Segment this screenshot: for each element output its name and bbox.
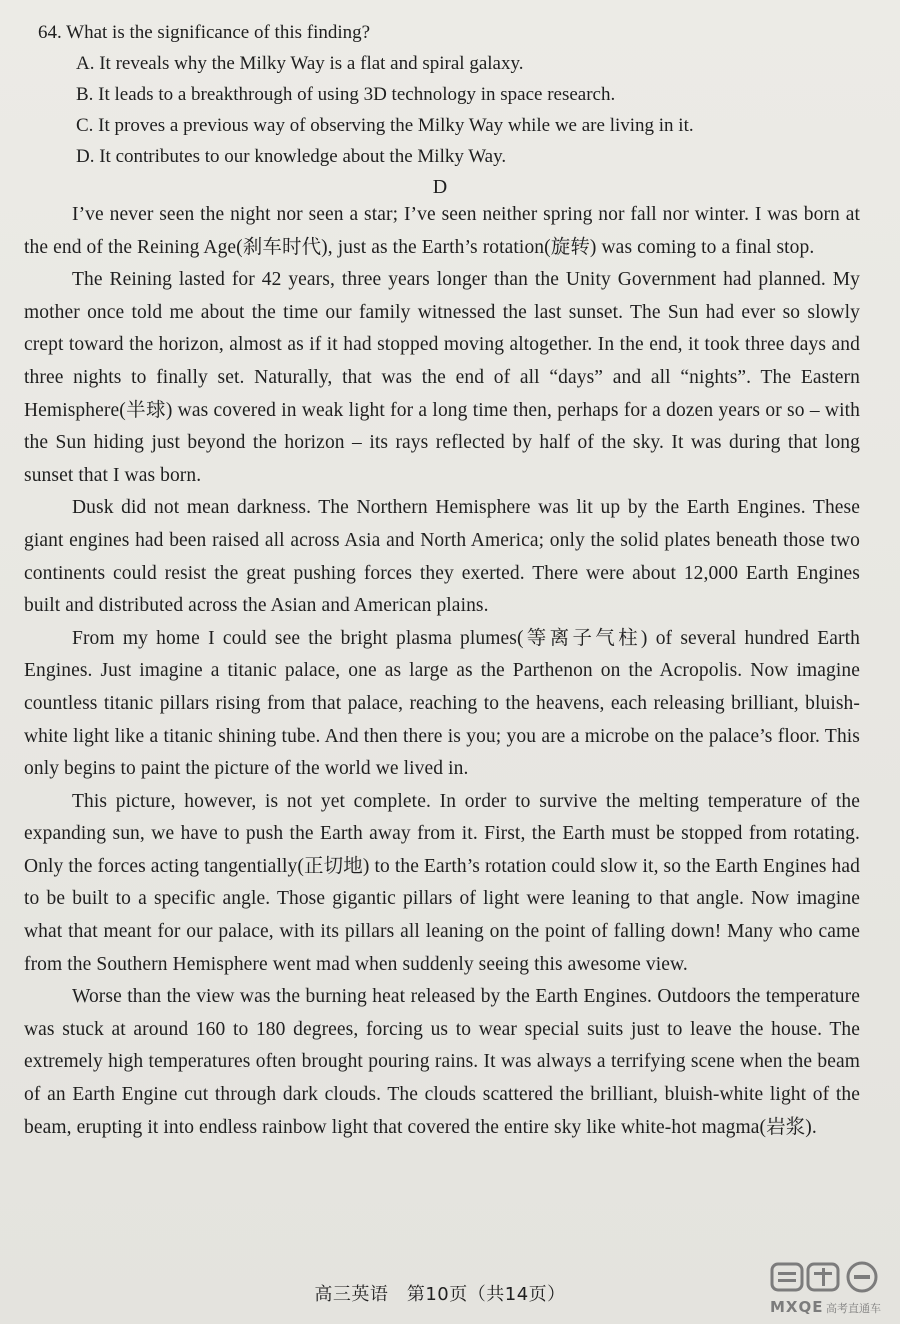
paragraph: The Reining lasted for 42 years, three years longer than the Unity Government had planned. My mother once told me about the time our family witnessed the last sunset. The Sun had ever so slowly crept toward the horizon, almost as if it had stopped moving altogether. In the end, it took three days and three nights to finally set. Naturally, that was the end of all “days” and all “nights”. The Eastern Hemisphere(半球) was covered in weak light for a long time then, perhaps for a dozen years or so – with the Sun hiding just beyond the horizon – its rays reflected by half of the sky. It was during that long sunset that I was born. <box>24 269 860 486</box>
mxqe-logo-icon <box>766 1260 892 1318</box>
option-b: B. It leads to a breakthrough of using 3D technology in space research. <box>76 84 616 105</box>
question-stem: 64. What is the significance of this finding? <box>38 22 371 43</box>
paragraph: Dusk did not mean darkness. The Northern Hemisphere was lit up by the Earth Engines. These giant engines had been raised all across Asia and North America; only the solid plates beneath those two continents could resist the great pushing forces they exerted. There were about 12,000 Earth Engines built and distributed across the Asian and American plains. <box>24 497 860 617</box>
option-a: A. It reveals why the Milky Way is a flat and spiral galaxy. <box>76 53 524 74</box>
section-heading: D <box>432 176 448 198</box>
page-footer: 高三英语 第10页（共14页） <box>314 1284 566 1305</box>
svg-text:MXQE: MXQE <box>770 1298 824 1316</box>
question-64 <box>38 18 858 172</box>
paragraph: This picture, however, is not yet complete. In order to survive the melting temperature of the expanding sun, we have to push the Earth away from it. First, the Earth must be stopped from rotating. Only the forces acting tangentially(正切地) to the Earth’s rotation could slow it, so the Earth Engines had to be built to a specific angle. Those gigantic pillars of light were leaning to that angle. Now imagine what that meant for our palace, with its pillars all leaning on the point of falling down! Many who came from the Southern Hemisphere went mad when suddenly seeing this awesome view. <box>24 790 860 975</box>
reading-passage <box>24 199 860 1144</box>
watermark-text: 高考直通车 <box>826 1302 881 1315</box>
option-d: D. It contributes to our knowledge about the Milky Way. <box>76 146 507 167</box>
option-c: C. It proves a previous way of observing the Milky Way while we are living in it. <box>76 115 694 136</box>
paragraph: Worse than the view was the burning heat released by the Earth Engines. Outdoors the temperature was stuck at around 160 to 180 degrees, forcing us to wear special suits just to leave the house. The extremely high temperatures often brought pouring rains. It was always a terrifying scene when the beam of an Earth Engine cut through dark clouds. The clouds scattered the brilliant, bluish-white light of the beam, erupting it into endless rainbow light that covered the entire sky like white-hot magma(岩浆). <box>24 986 860 1138</box>
paragraph: I’ve never seen the night nor seen a star; I’ve seen neither spring nor fall nor winter. I was born at the end of the Reining Age(刹车时代), just as the Earth’s rotation(旋转) was coming to a final stop. <box>24 204 860 258</box>
paragraph: From my home I could see the bright plasma plumes(等离子气柱) of several hundred Earth Engines. Just imagine a titanic palace, one as large as the Parthenon on the Acropolis. Now imagine countless titanic pillars rising from that palace, reaching to the heavens, each releasing brilliant, bluish-white light like a titanic shining tube. And then there is you; you are a microbe on the palace’s floor. This only begins to paint the picture of the world we lived in. <box>24 627 860 780</box>
